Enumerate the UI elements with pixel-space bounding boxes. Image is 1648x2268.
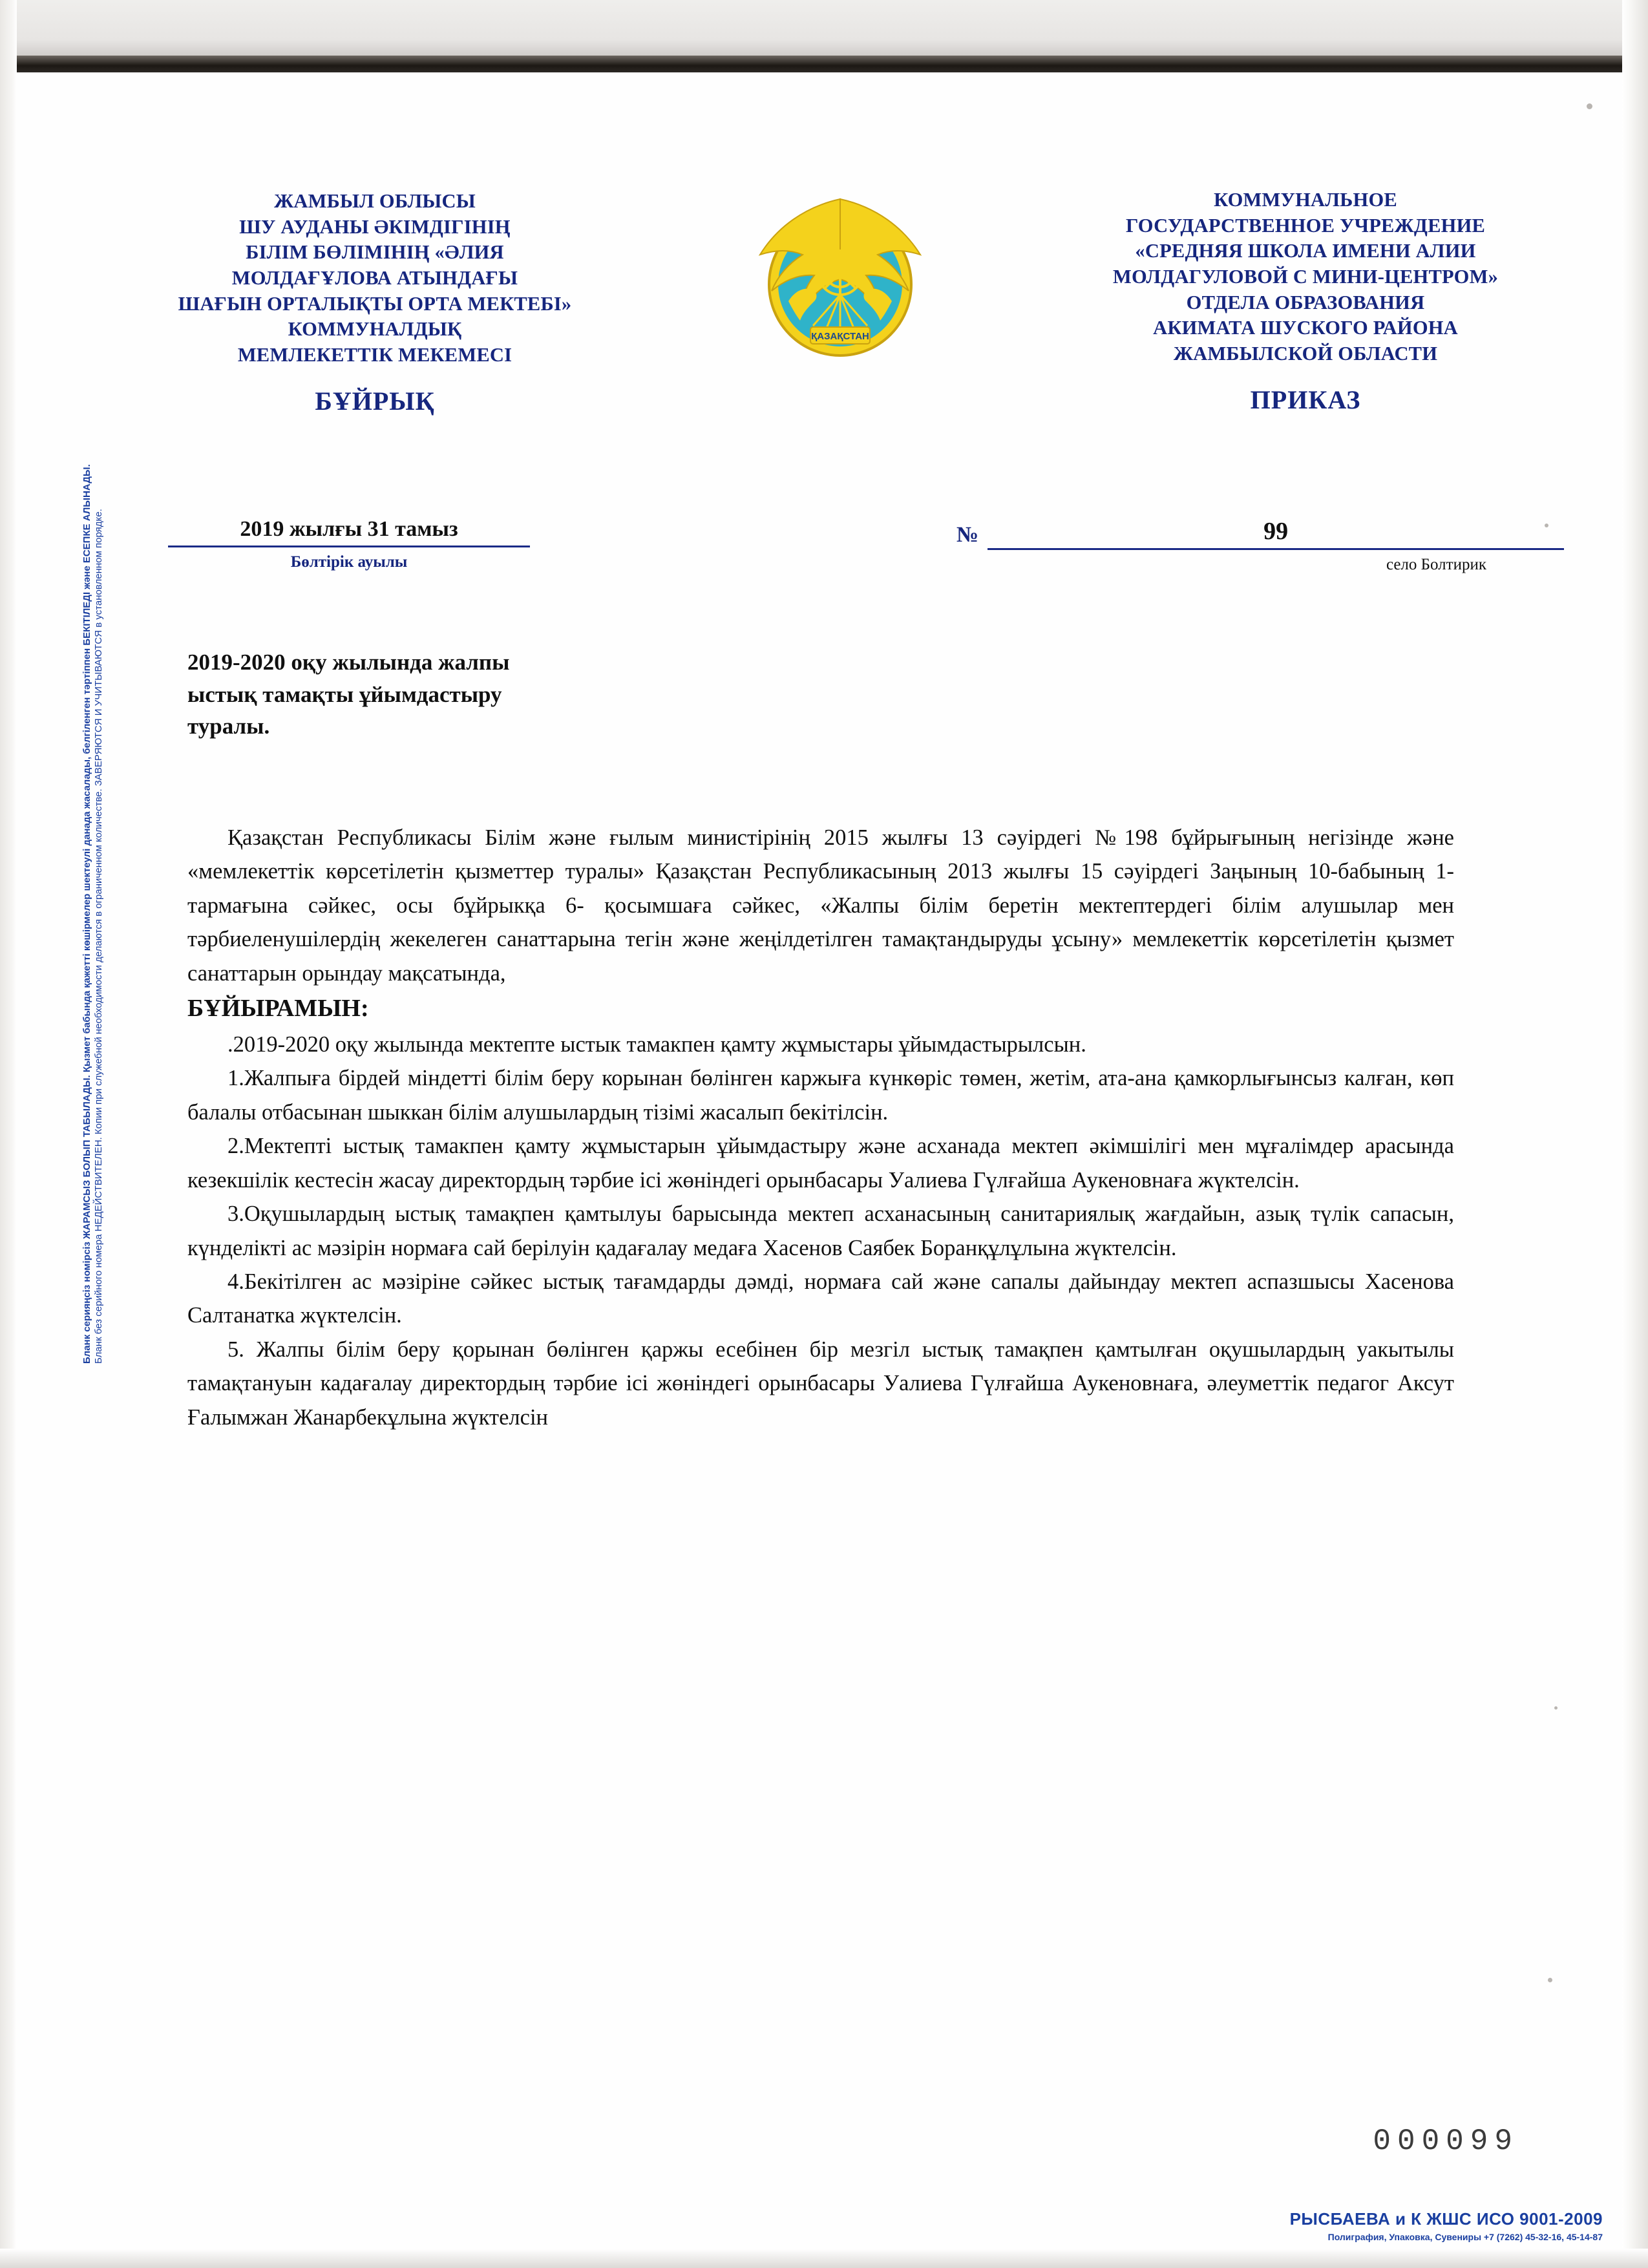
org-ru-line-1: КОММУНАЛЬНОЕ <box>1214 189 1397 211</box>
order-item-1: 1.Жалпыға бірдей міндетті білім беру корынан бөлінген каржыға күнкөріс төмен, жетім, ата-ана қамкорлығынсыз калған, көп балалы отбасынан шыккан білім алушылардың тізімі жасалып бекітілсін. <box>187 1066 1454 1125</box>
document-number: 99 <box>988 517 1564 550</box>
printer-brand: РЫСБАЕВА и К ЖШС ИСО 9001-2009 <box>1289 2209 1603 2229</box>
org-kz-line-3: БІЛІМ БӨЛІМІНІҢ «ӘЛИЯ <box>246 241 504 264</box>
document-meta-row <box>116 517 1564 595</box>
folio-number: 000099 <box>1373 2125 1519 2158</box>
org-name-russian <box>1047 187 1564 417</box>
scan-top-dark-band <box>0 56 1648 72</box>
letterhead <box>116 187 1564 418</box>
org-ru-line-4: МОЛДАГУЛОВОЙ С МИНИ-ЦЕНТРОМ» <box>1112 265 1499 288</box>
document-date-block <box>168 517 530 571</box>
scan-right-edge <box>1622 0 1648 2268</box>
org-kz-line-5: ШАҒЫН ОРТАЛЫҚТЫ ОРТА МЕКТЕБІ» <box>178 292 572 315</box>
document-type-kazakh: БҰЙРЫҚ <box>315 387 435 416</box>
document-subject <box>187 646 769 743</box>
place-kazakh: Бөлтірік ауылы <box>290 553 408 571</box>
org-ru-line-3: «СРЕДНЯЯ ШКОЛА ИМЕНИ АЛИИ <box>1135 240 1476 262</box>
order-keyword: БҰЙЫРАМЫН: <box>187 995 369 1023</box>
order-item-3: 3.Оқушылардың ыстық тамақпен қамтылуы барысында мектеп асханасының санитариялық жағдайын, азық түлік сапасын, күнделікті ас мәзірін нормаға сай берілуін қадағалау медаға Хасенов Саябек Боранқұлұлына жүктелсін. <box>187 1202 1454 1260</box>
emblem-caption: ҚАЗАҚСТАН <box>811 331 869 342</box>
org-kz-line-7: МЕМЛЕКЕТТІК МЕКЕМЕСІ <box>237 343 512 366</box>
org-kz-line-2: ШУ АУДАНЫ ӘКІМДІГІНІҢ <box>239 215 511 238</box>
order-item-5: 5. Жалпы білім беру қорынан бөлінген қаржы есебінен бір мезгіл ыстық тамақпен қамтылған оқушылардың уакытылы тамақтануын кадағалау директордың тәрбие ісі жөніндегі орынбасары Уалиева Гүлғайша Аукеновнаға, әлеуметтік педагог Аксут Ғалымжан Жанарбекұлына жүктелсін <box>187 1337 1454 1430</box>
subject-line-1: 2019-2020 оқу жылында жалпы <box>187 650 510 675</box>
scan-left-edge <box>0 0 17 2268</box>
printer-imprint <box>1290 2209 1603 2242</box>
security-note-russian: Бланк без серийного номера НЕДЕЙСТВИТЕЛЕН. Копии при служебной необходимости делаются в ограниченном количестве. ЗАВЕРЯЮТСЯ И УЧИТЫВАЮТСЯ в установленном порядке. <box>93 509 104 1364</box>
security-note-kazakh: Бланк серияңсіз номірсіз ЖАРАМСЫЗ БОЛЫП ТАБЫЛАДЫ. Қызмет бабында қажетті көшірмелер шектеулі данада жасалады, белгіленген тәртіппен БЕКІТІЛЕДІ және ЕСЕПКЕ АЛЫНАДЫ. <box>81 464 92 1364</box>
security-note-vertical <box>72 464 104 1370</box>
org-kz-line-6: КОММУНАЛДЫҚ <box>288 318 462 341</box>
document-date: 2019 жылғы 31 тамыз <box>168 517 530 547</box>
state-emblem <box>734 187 947 375</box>
body-preamble: Қазақстан Республикасы Білім және ғылым министірінің 2015 жылғы 13 сәуірдегі №198 бұйрығының негізінде және «мемлекеттік көрсетілетін қызметтер туралы» Қазақстан Республикасының 2013 жылғы 15 сәуірдегі Заңының 10-бабының 1- тармағына сәйкес, осы бұйрыкқа 6- қосымшаға сәйкес, «Жалпы білім беретін мектептердегі білім алушылар мен тәрбиеленушілердің жекелеген санаттарына тегін және жеңілдетілген тамақтандыруды ұсыну» мемлекеттік көрсетілетін қызмет санаттарын орындау мақсатында, <box>187 825 1454 986</box>
org-ru-line-5: ОТДЕЛА ОБРАЗОВАНИЯ <box>1186 291 1425 313</box>
org-ru-line-6: АКИМАТА ШУСКОГО РАЙОНА <box>1153 317 1458 339</box>
org-name-kazakh <box>116 187 633 418</box>
printer-contact: Полиграфия, Упаковка, Сувениры +7 (7262) 45-32-16, 45-14-87 <box>1327 2232 1603 2242</box>
order-item-2: 2.Мектепті ыстық тамакпен қамту жұмыстарын ұйымдастыру және асханада мектеп әкімшілігі мен мұғалімдер арасында кезекшілік кестесін жасау директордың тәрбие ісі жөніндегі орынбасары Уалиева Гүлғайша Аукеновнаға жүктелсін. <box>187 1134 1454 1192</box>
subject-line-3: туралы. <box>187 714 270 739</box>
document-type-russian: ПРИКАЗ <box>1250 385 1361 415</box>
org-ru-line-7: ЖАМБЫЛСКОЙ ОБЛАСТИ <box>1173 342 1438 365</box>
document-number-block <box>956 517 1564 574</box>
number-label: № <box>956 523 979 547</box>
org-ru-line-2: ГОСУДАРСТВЕННОЕ УЧРЕЖДЕНИЕ <box>1125 214 1486 237</box>
org-kz-line-1: ЖАМБЫЛ ОБЛЫСЫ <box>274 190 476 212</box>
kazakhstan-emblem-icon <box>743 187 937 375</box>
place-russian: село Болтирик <box>1386 556 1486 573</box>
subject-line-2: ыстық тамақты ұйымдастыру <box>187 681 502 707</box>
order-item-4: 4.Бекітілген ас мәзіріне сәйкес ыстық тағамдарды дәмді, нормаға сай және сапалы дайындау мектеп аспазшысы Хасенова Салтанатка жүктелсін. <box>187 1269 1454 1328</box>
org-kz-line-4: МОЛДАҒҰЛОВА АТЫНДАҒЫ <box>231 266 518 289</box>
document-body <box>187 821 1454 1434</box>
order-item-0: .2019-2020 оқу жылында мектепте ыстык тамакпен қамту жұмыстары ұйымдастырылсын. <box>227 1032 1086 1057</box>
scan-bottom-edge <box>0 2249 1648 2268</box>
